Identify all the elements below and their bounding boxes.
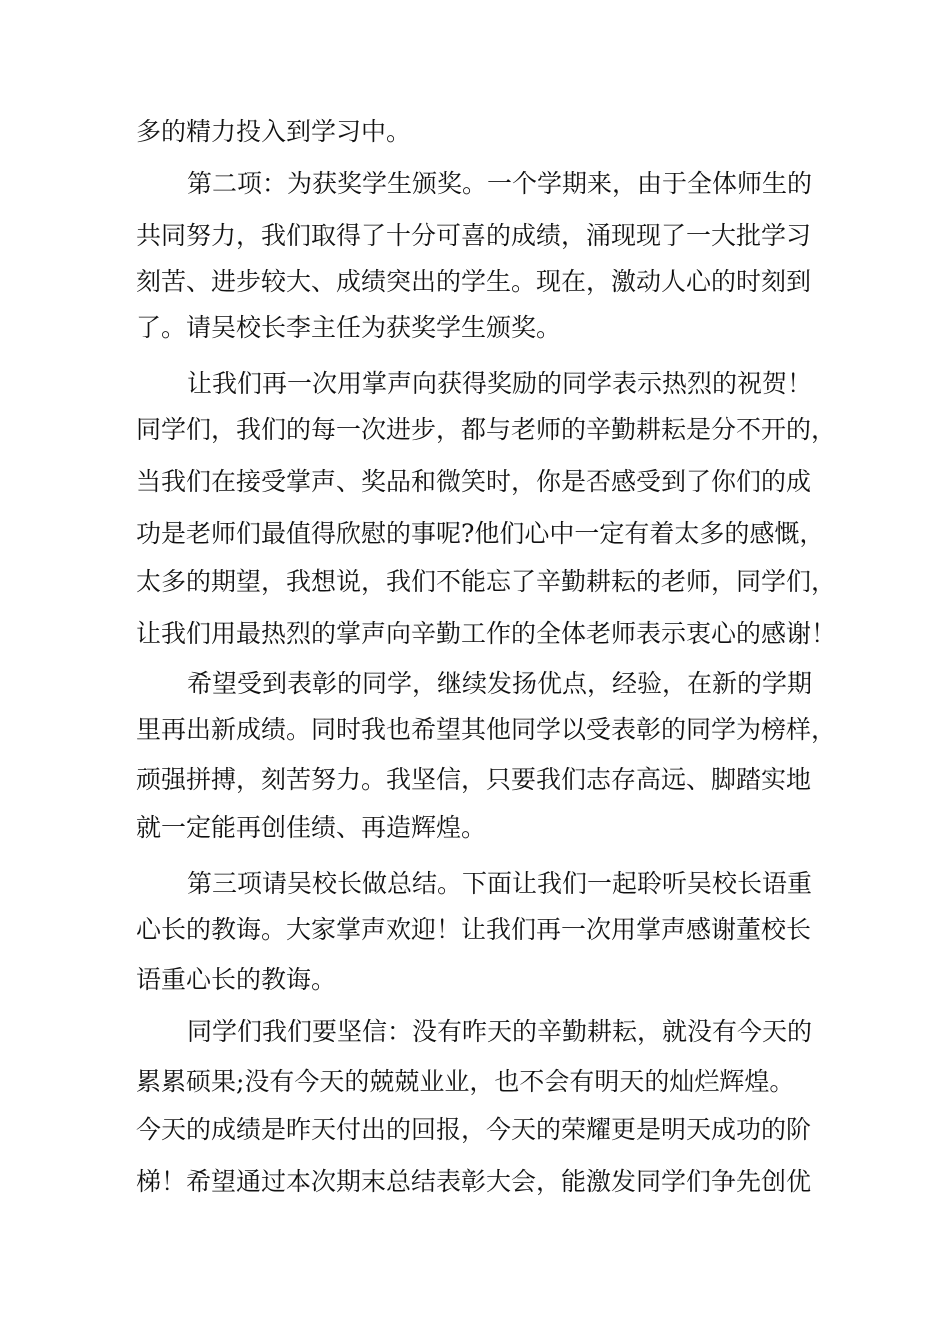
paragraph-start-line: 第二项：为获奖学生颁奖。一个学期来，由于全体师生的 xyxy=(187,169,813,198)
text-line: 当我们在接受掌声、奖品和微笑时，你是否感受到了你们的成 xyxy=(136,467,812,496)
text-line: 心长的教诲。大家掌声欢迎！让我们再一次用掌声感谢董校长 xyxy=(136,915,812,944)
text-line: 了。请吴校长李主任为获奖学生颁奖。 xyxy=(136,313,562,342)
text-line: 顽强拼搏，刻苦努力。我坚信，只要我们志存高远、脚踏实地 xyxy=(136,765,812,794)
text-line: 功是老师们最值得欣慰的事呢?他们心中一定有着太多的感慨， xyxy=(136,519,825,548)
text-line: 累累硕果;没有今天的兢兢业业，也不会有明天的灿烂辉煌。 xyxy=(136,1067,795,1096)
text-line: 梯！希望通过本次期末总结表彰大会，能激发同学们争先创优 xyxy=(136,1167,812,1196)
paragraph-start-line: 让我们再一次用掌声向获得奖励的同学表示热烈的祝贺！ xyxy=(187,369,813,398)
text-line: 同学们，我们的每一次进步，都与老师的辛勤耕耘是分不开的， xyxy=(136,415,837,444)
text-line: 今天的成绩是昨天付出的回报，今天的荣耀更是明天成功的阶 xyxy=(136,1115,812,1144)
paragraph-start-line: 第三项请吴校长做总结。下面让我们一起聆听吴校长语重 xyxy=(187,869,813,898)
text-line: 太多的期望，我想说，我们不能忘了辛勤耕耘的老师，同学们， xyxy=(136,567,837,596)
text-line: 共同努力，我们取得了十分可喜的成绩，涌现现了一大批学习 xyxy=(136,221,812,250)
paragraph-start-line: 希望受到表彰的同学，继续发扬优点，经验，在新的学期 xyxy=(187,669,813,698)
text-line: 刻苦、进步较大、成绩突出的学生。现在，激动人心的时刻到 xyxy=(136,267,812,296)
text-line: 语重心长的教诲。 xyxy=(136,965,337,994)
text-line: 让我们用最热烈的掌声向辛勤工作的全体老师表示衷心的感谢！ xyxy=(136,619,837,648)
text-line: 多的精力投入到学习中。 xyxy=(136,117,412,146)
text-line: 就一定能再创佳绩、再造辉煌。 xyxy=(136,813,487,842)
text-line: 里再出新成绩。同时我也希望其他同学以受表彰的同学为榜样， xyxy=(136,715,837,744)
paragraph-start-line: 同学们我们要坚信：没有昨天的辛勤耕耘，就没有今天的 xyxy=(187,1017,813,1046)
